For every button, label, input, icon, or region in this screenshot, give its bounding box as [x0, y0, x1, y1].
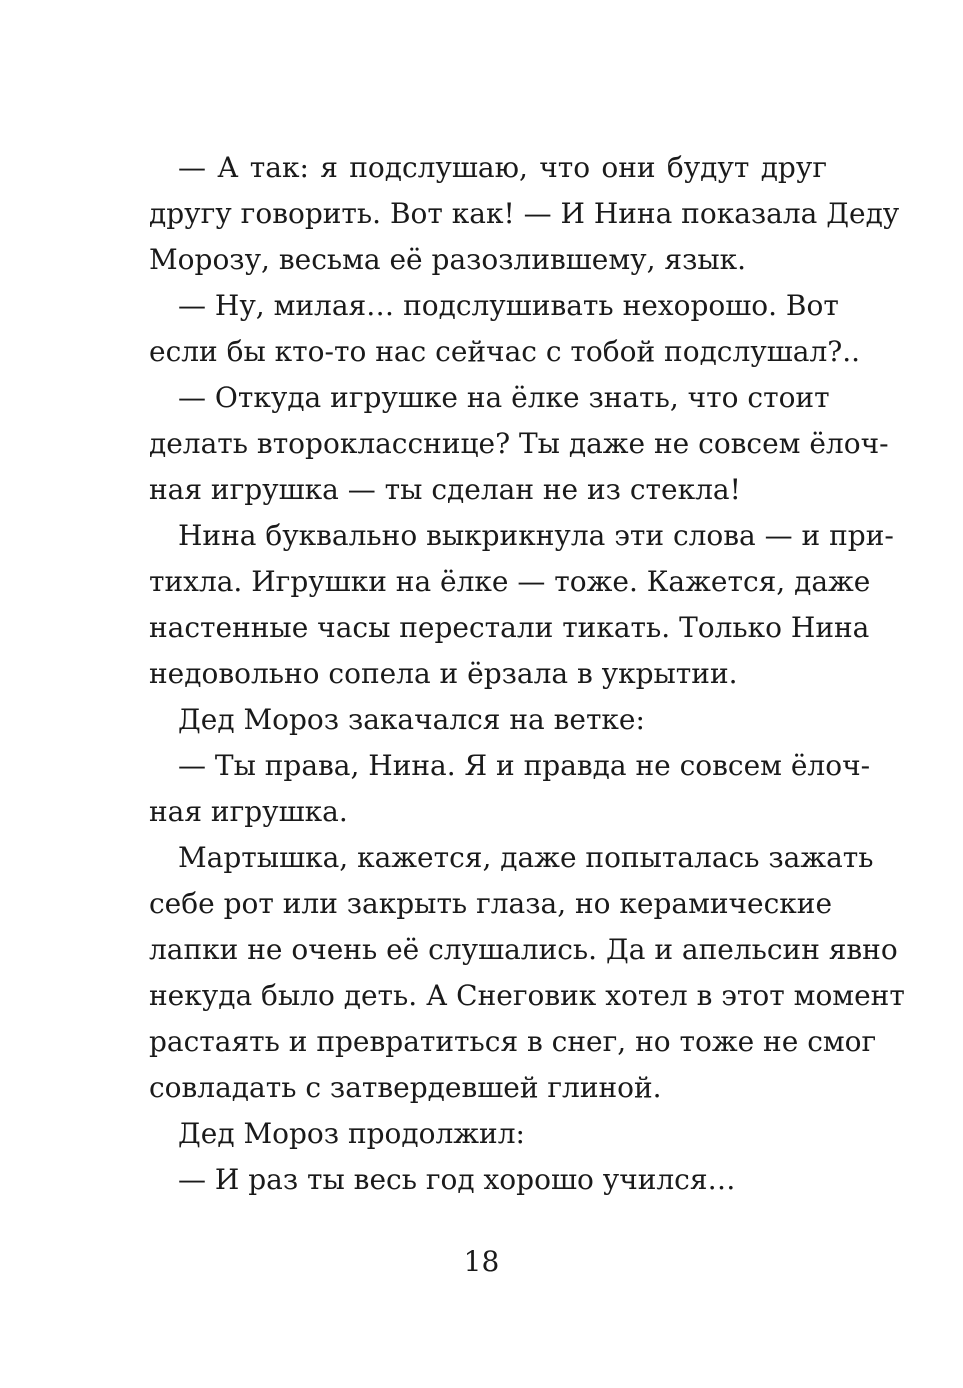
text-line: — Ну, милая… подслушивать нехорошо. Вот [178, 289, 839, 322]
text-line: другу говорить. Вот как! — И Нина показала Деду [149, 197, 900, 230]
body-text [149, 145, 905, 1203]
text-line: лапки не очень её слушались. Да и апельсин явно [149, 933, 898, 966]
text-line: — А так: я подслушаю, что они будут друг [178, 151, 827, 184]
text-line: некуда было деть. А Снеговик хотел в этот момент [149, 979, 905, 1012]
text-line: Дед Мороз продолжил: [178, 1117, 525, 1150]
text-line: Нина буквально выкрикнула эти слова — и при- [178, 519, 894, 552]
text-line: — И раз ты весь год хорошо учился… [178, 1163, 736, 1196]
text-line: Мартышка, кажется, даже попыталась зажать [178, 841, 874, 874]
text-line: себе рот или закрыть глаза, но керамические [149, 887, 833, 920]
text-line: настенные часы перестали тикать. Только Нина [149, 611, 870, 644]
text-line: совладать с затвердевшей глиной. [149, 1071, 662, 1104]
text-line: — Откуда игрушке на ёлке знать, что стоит [178, 381, 830, 414]
text-line: ная игрушка — ты сделан не из стекла! [149, 473, 741, 506]
text-line: Морозу, весьма её разозлившему, язык. [149, 243, 747, 276]
text-line: ная игрушка. [149, 795, 348, 828]
text-line: недовольно сопела и ёрзала в укрытии. [149, 657, 738, 690]
text-line: делать второкласснице? Ты даже не совсем ёлоч- [149, 427, 889, 460]
text-line: если бы кто-то нас сейчас с тобой подслушал?.. [149, 335, 861, 368]
text-line: растаять и превратиться в снег, но тоже не смог [149, 1025, 877, 1058]
text-line: тихла. Игрушки на ёлке — тоже. Кажется, даже [149, 565, 871, 598]
text-line: Дед Мороз закачался на ветке: [178, 703, 645, 736]
text-line: — Ты права, Нина. Я и правда не совсем ёлоч- [178, 749, 871, 782]
page-number: 18 [463, 1245, 500, 1278]
